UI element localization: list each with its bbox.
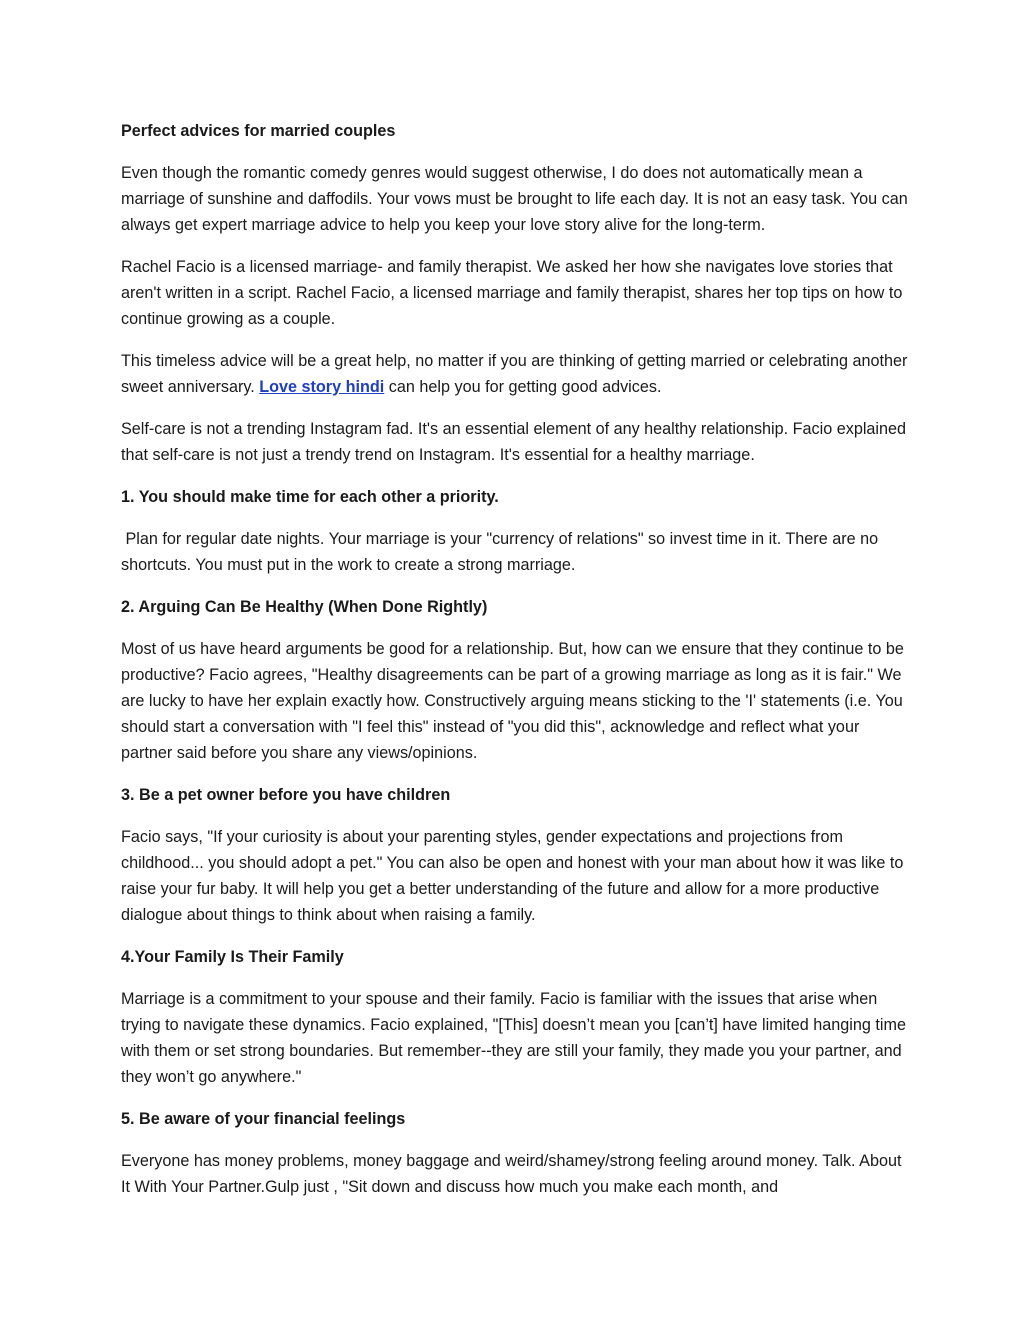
section-body: Everyone has money problems, money baggage and weird/shamey/strong feeling around money. Talk. About It With Your Partner.Gulp just , "Sit down and discuss how much you make each month, and	[121, 1152, 902, 1196]
love-story-hindi-link[interactable]: Love story hindi	[259, 378, 385, 396]
section-heading: 3. Be a pet owner before you have children	[121, 786, 451, 804]
timeless-text-after: can help you for getting good advices.	[384, 378, 662, 396]
section-heading: 1. You should make time for each other a priority.	[121, 488, 499, 506]
document-title: Perfect advices for married couples	[121, 122, 396, 140]
section-heading: 5. Be aware of your financial feelings	[121, 1110, 406, 1128]
section-heading: 4.Your Family Is Their Family	[121, 948, 344, 966]
about-facio-paragraph: Rachel Facio is a licensed marriage- and family therapist. We asked her how she navigates love stories that aren't written in a script. Rachel Facio, a licensed marriage and family therapist, shares her top tips on how to continue growing as a couple.	[121, 258, 903, 328]
timeless-advice-paragraph	[121, 348, 911, 400]
section-body: Most of us have heard arguments be good for a relationship. But, how can we ensure that they continue to be productive? Facio agrees, "Healthy disagreements can be part of a growing marriage as long as it is fair." We are lucky to have her explain exactly how. Constructively arguing means sticking to the 'I' statements (i.e. You should start a conversation with "I feel this" instead of "you did this", acknowledge and reflect what your partner said before you share any views/opinions.	[121, 640, 904, 762]
section-body: Plan for regular date nights. Your marriage is your "currency of relations" so invest time in it. There are no shortcuts. You must put in the work to create a strong marriage.	[121, 530, 883, 574]
intro-paragraph: Even though the romantic comedy genres would suggest otherwise, I do does not automatically mean a marriage of sunshine and daffodils. Your vows must be brought to life each day. It is not an easy task. You can always get expert marriage advice to help you keep your love story alive for the long-term.	[121, 164, 908, 234]
selfcare-paragraph: Self-care is not a trending Instagram fad. It's an essential element of any healthy relationship. Facio explained that self-care is not just a trendy trend on Instagram. It's essential for a healthy marriage.	[121, 420, 907, 464]
document-page	[121, 118, 911, 1216]
timeless-text-before: This timeless advice will be a great help, no matter if you are thinking of getting married or celebrating another sweet anniversary.	[121, 352, 908, 396]
section-body: Facio says, "If your curiosity is about your parenting styles, gender expectations and projections from childhood... you should adopt a pet." You can also be open and honest with your man about how it was like to raise your fur baby. It will help you get a better understanding of the future and allow for a more productive dialogue about things to think about when raising a family.	[121, 828, 904, 924]
section-heading: 2. Arguing Can Be Healthy (When Done Rightly)	[121, 598, 488, 616]
section-body: Marriage is a commitment to your spouse and their family. Facio is familiar with the issues that arise when trying to navigate these dynamics. Facio explained, "[This] doesn’t mean you [can’t] have limited hanging time with them or set strong boundaries. But remember--they are still your family, they made you your partner, and they won’t go anywhere."	[121, 990, 906, 1086]
